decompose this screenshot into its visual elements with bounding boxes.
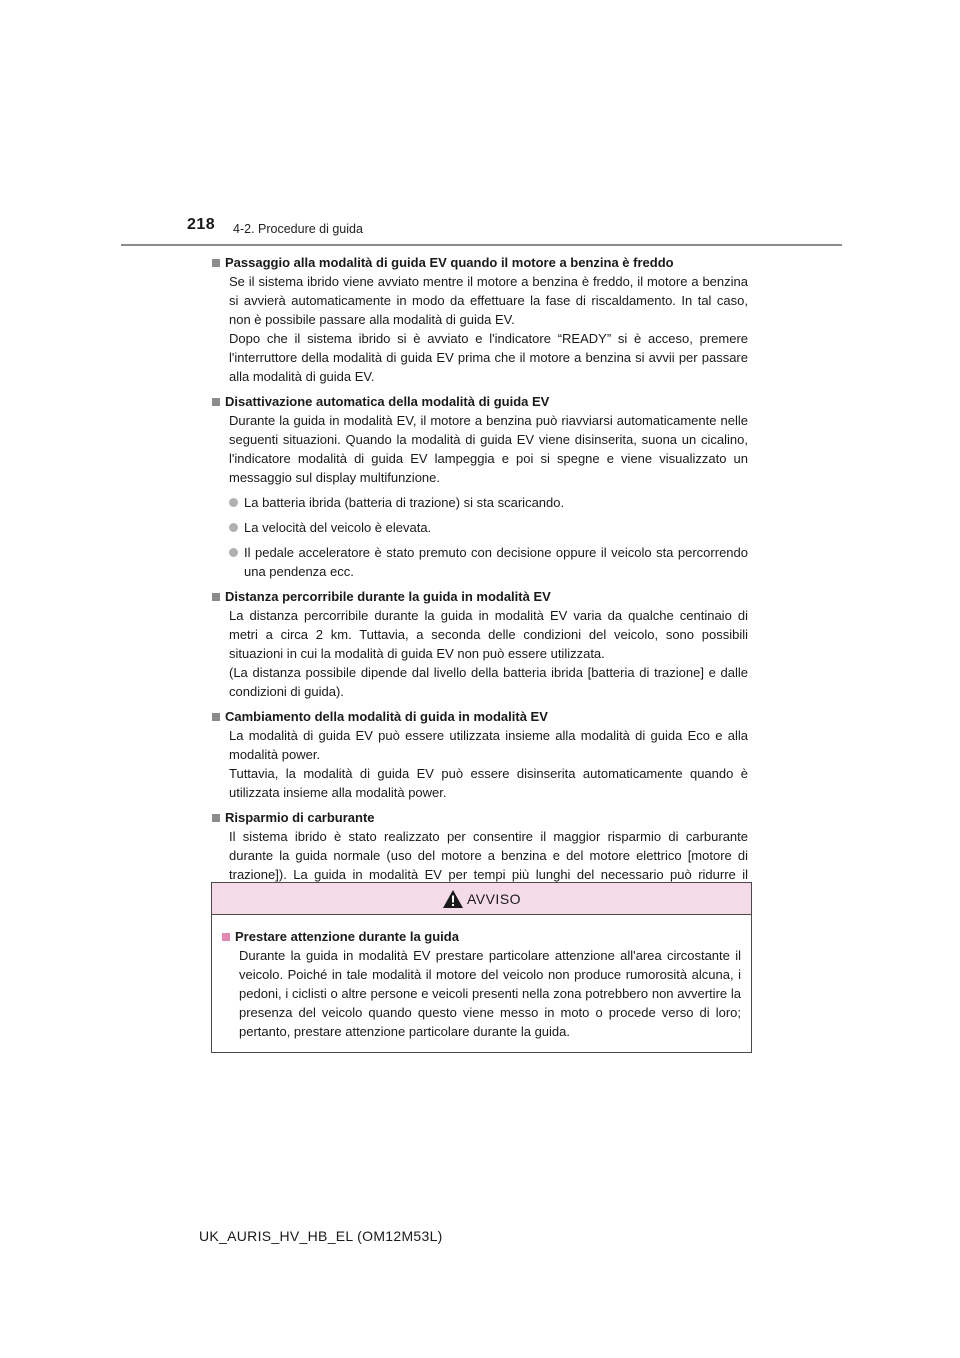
warning-triangle-icon <box>442 889 464 909</box>
round-bullet-icon <box>229 498 238 507</box>
warning-header <box>212 883 751 915</box>
document-code: UK_AURIS_HV_HB_EL (OM12M53L) <box>199 1228 443 1244</box>
list-item: La batteria ibrida (batteria di trazione) si sta scaricando. <box>212 493 748 512</box>
square-bullet-icon <box>222 933 230 941</box>
list-item: La velocità del veicolo è elevata. <box>212 518 748 537</box>
header-divider <box>121 244 842 246</box>
square-bullet-icon <box>212 398 220 406</box>
paragraph: Dopo che il sistema ibrido si è avviato e l'indicatore “READY” si è acceso, premere l'interruttore della modalità di guida EV prima che il motore a benzina si avvii per passare alla modalità di guida EV. <box>229 331 748 384</box>
section-ev-cold-engine <box>212 253 748 386</box>
square-bullet-icon <box>212 259 220 267</box>
paragraph: Il sistema ibrido è stato realizzato per consentire il maggior risparmio di carburante durante la guida normale (uso del motore a benzina e del motore elettrico [motore di trazione]). La guida in modalità EV per tempi più lunghi del necessario può ridurre il <box>229 829 748 882</box>
paragraph: La modalità di guida EV può essere utilizzata insieme alla modalità di guida Eco e alla modalità power. <box>229 728 748 762</box>
page-number: 218 <box>187 216 216 233</box>
paragraph: (La distanza possibile dipende dal livello della batteria ibrida [batteria di trazione] e dalle condizioni di guida). <box>229 665 748 699</box>
section-heading: Disattivazione automatica della modalità di guida EV <box>212 392 748 411</box>
section-heading: Passaggio alla modalità di guida EV quando il motore a benzina è freddo <box>212 253 748 272</box>
warning-label: AVVISO <box>466 890 522 907</box>
warning-title: Prestare attenzione durante la guida <box>222 927 741 946</box>
section-ev-mode-change <box>212 707 748 802</box>
section-ev-auto-off <box>212 392 748 581</box>
section-heading: Risparmio di carburante <box>212 808 748 827</box>
page-header <box>0 0 960 250</box>
warning-text: Durante la guida in modalità EV prestare particolare attenzione all'area circostante il veicolo. Poiché in tale modalità il motore del veicolo non produce rumorosità alcuna, i pedoni, i ciclisti o altre persone e veicoli presenti nella zona potrebbero non avvertire la presenza del veicolo quando questo viene messo in moto o procede verso di loro; pertanto, prestare attenzione particolare durante la guida. <box>239 948 741 1039</box>
paragraph: La distanza percorribile durante la guida in modalità EV varia da qualche centinaio di metri a circa 2 km. Tuttavia, a seconda delle condizioni del veicolo, sono possibili situazioni in cui la modalità di guida EV non può essere utilizzata. <box>229 608 748 661</box>
square-bullet-icon <box>212 814 220 822</box>
section-heading: Cambiamento della modalità di guida in modalità EV <box>212 707 748 726</box>
paragraph: Tuttavia, la modalità di guida EV può essere disinserita automaticamente quando è utilizzata insieme alla modalità power. <box>229 766 748 800</box>
section-heading: Distanza percorribile durante la guida in modalità EV <box>212 587 748 606</box>
square-bullet-icon <box>212 593 220 601</box>
round-bullet-icon <box>229 523 238 532</box>
section-ev-range <box>212 587 748 701</box>
warning-body <box>212 915 751 1041</box>
section-title: 4-2. Procedure di guida <box>233 222 363 236</box>
round-bullet-icon <box>229 548 238 557</box>
main-content <box>212 253 748 909</box>
square-bullet-icon <box>212 713 220 721</box>
paragraph: Se il sistema ibrido viene avviato mentre il motore a benzina è freddo, il motore a benzina si avvierà automaticamente in modo da effettuare la fase di riscaldamento. In tal caso, non è possibile passare alla modalità di guida EV. <box>229 274 748 327</box>
warning-box <box>211 882 752 1053</box>
paragraph: Durante la guida in modalità EV, il motore a benzina può riavviarsi automaticamente nelle seguenti situazioni. Quando la modalità di guida EV viene disinserita, suona un cicalino, l'indicatore modalità di guida EV lampeggia e poi si spegne e viene visualizzato un messaggio sul display multifunzione. <box>229 413 748 485</box>
list-item: Il pedale acceleratore è stato premuto con decisione oppure il veicolo sta percorrendo una pendenza ecc. <box>212 543 748 581</box>
